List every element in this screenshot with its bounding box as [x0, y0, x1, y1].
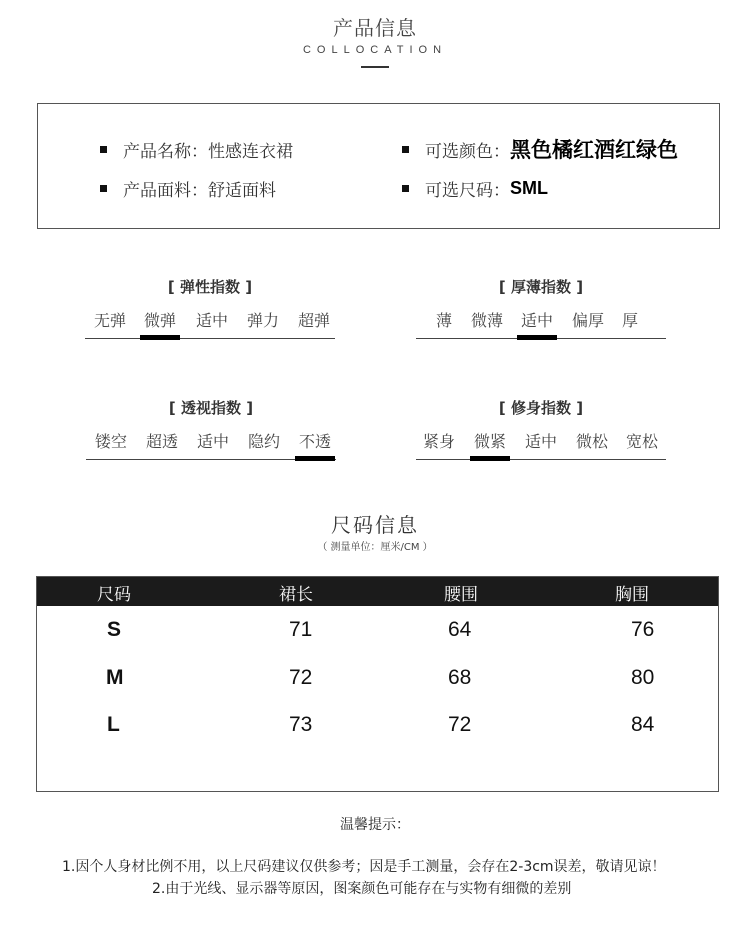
info-fabric [100, 176, 276, 201]
scale-line [416, 459, 666, 460]
scale-option: 隐约 [247, 432, 280, 451]
table-cell: 84 [631, 713, 655, 736]
info-fabric-label: 产品面料： [123, 181, 208, 201]
info-fabric-value: 舒适面料 [208, 181, 276, 201]
scale-indicator [517, 335, 557, 340]
info-color-label: 可选颜色： [425, 141, 510, 162]
scale-option: 超弹 [297, 311, 330, 330]
scale-line [85, 338, 335, 339]
scale-option: 厚 [621, 311, 638, 330]
scale-option: 适中 [196, 432, 229, 451]
table-cell: L [107, 713, 120, 736]
size-info-unit: （ 测量单位：厘米/CM ） [317, 542, 433, 553]
table-cell: 72 [448, 713, 472, 736]
scale-indicator [140, 335, 180, 340]
scale-option: 紧身 [422, 432, 455, 451]
size-table [36, 576, 719, 792]
scale-option: 无弹 [93, 311, 126, 330]
tips-title: 温馨提示： [340, 817, 410, 833]
scale-option: 适中 [524, 432, 557, 451]
table-cell: 76 [631, 618, 655, 641]
scale-option: 宽松 [625, 432, 658, 451]
page-title: 产品信息 [333, 16, 417, 40]
table-cell: 71 [289, 618, 313, 641]
table-cell: 73 [289, 713, 313, 736]
scale-option: 适中 [195, 311, 228, 330]
size-table-header [37, 577, 718, 606]
table-cell: 80 [631, 666, 655, 689]
table-cell: M [106, 666, 124, 689]
scale-option: 偏厚 [571, 311, 604, 330]
bullet-icon [402, 185, 409, 192]
header-waist: 腰围 [444, 585, 478, 605]
scale-option: 超透 [145, 432, 178, 451]
scale-title: [ 厚薄指数 ] [498, 278, 584, 296]
page-subtitle: COLLOCATION [302, 44, 448, 56]
table-cell: 64 [448, 618, 472, 641]
header-size: 尺码 [97, 585, 131, 605]
scale-option: 薄 [435, 311, 452, 330]
scale-indicator [470, 456, 510, 461]
scale-title: [ 透视指数 ] [168, 399, 254, 417]
info-size-value: SML [510, 178, 548, 198]
tip-line-2: 2.由于光线、显示器等原因，图案颜色可能存在与实物有细微的差别 [152, 881, 572, 897]
scale-option: 微松 [575, 432, 608, 451]
info-size-label: 可选尺码： [425, 181, 510, 201]
scale-option: 镂空 [94, 432, 127, 451]
info-color-value: 黑色橘红酒红绿色 [510, 138, 678, 162]
scale-title: [ 修身指数 ] [498, 399, 584, 417]
scale-option: 不透 [298, 432, 331, 451]
table-cell: 72 [289, 666, 313, 689]
bullet-icon [100, 146, 107, 153]
info-name [100, 137, 293, 162]
scale-indicator [295, 456, 335, 461]
bullet-icon [402, 146, 409, 153]
scale-option: 微紧 [473, 432, 506, 451]
scale-option: 微弹 [143, 311, 176, 330]
header-length: 裙长 [279, 585, 313, 605]
header-bust: 胸围 [615, 585, 649, 605]
scale-option: 弹力 [246, 311, 279, 330]
table-cell: 68 [448, 666, 472, 689]
scale-option: 适中 [520, 311, 553, 330]
bullet-icon [100, 185, 107, 192]
info-name-label: 产品名称： [123, 142, 208, 162]
product-info-box [37, 103, 720, 229]
tip-line-1: 1.因个人身材比例不用，以上尺码建议仅供参考；因是手工测量，会存在2-3cm误差，敬请见谅！ [62, 859, 666, 875]
title-divider [361, 66, 389, 68]
info-color [402, 134, 678, 164]
info-size [402, 176, 548, 201]
scale-title: [ 弹性指数 ] [167, 278, 253, 296]
scale-option: 微薄 [470, 311, 503, 330]
info-name-value: 性感连衣裙 [208, 142, 293, 162]
size-info-title: 尺码信息 [331, 513, 419, 537]
table-cell: S [107, 618, 122, 641]
